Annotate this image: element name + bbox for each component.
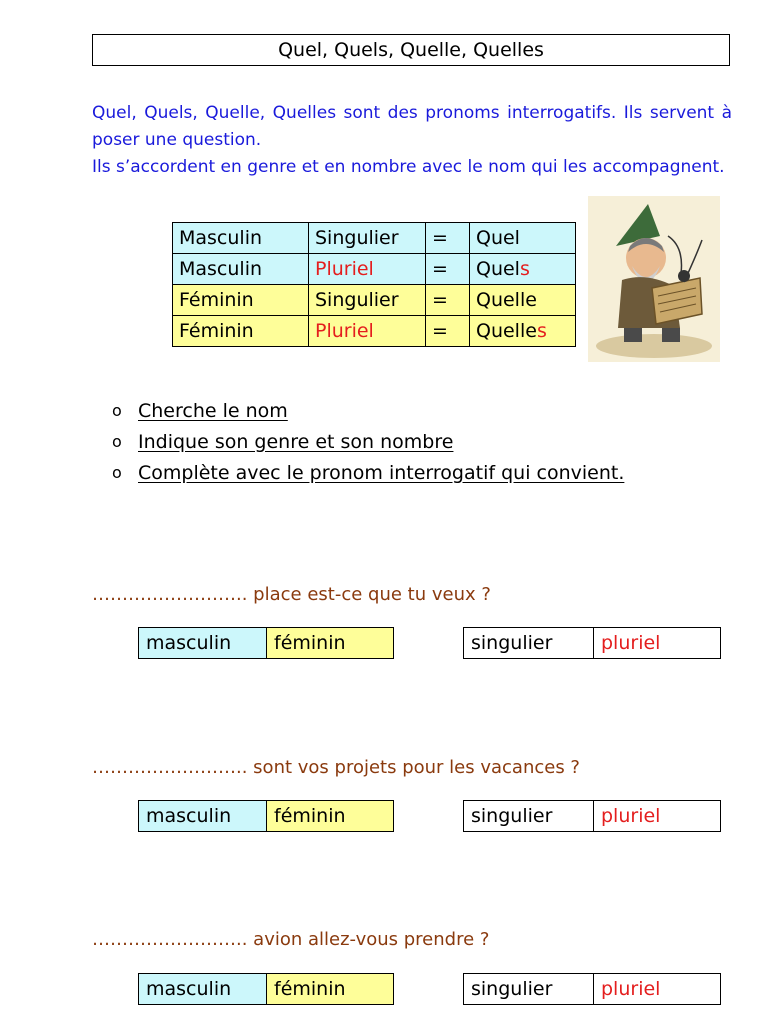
rule-genre: Masculin <box>173 223 309 254</box>
rule-pronoun <box>470 316 576 347</box>
worksheet-title <box>92 34 730 66</box>
rule-pronoun <box>470 285 576 316</box>
instruction-item <box>112 457 624 488</box>
singulier-option[interactable]: singulier <box>464 974 593 1004</box>
rule-row-feminin-singulier <box>173 285 576 316</box>
worksheet-title-text: Quel, Quels, Quelle, Quelles <box>278 39 544 61</box>
exercise-question-1 <box>92 584 491 605</box>
instruction-list <box>112 395 624 488</box>
instruction-item <box>112 395 624 426</box>
singulier-option[interactable]: singulier <box>464 801 593 831</box>
instruction-item <box>112 426 624 457</box>
pronoun-plural-suffix: s <box>519 258 530 280</box>
bullet-circle-icon: o <box>112 463 122 482</box>
rule-row-masculin-singulier <box>173 223 576 254</box>
question-text: sont vos projets pour les vacances ? <box>247 757 580 778</box>
rule-row-masculin-pluriel <box>173 254 576 285</box>
genre-choice-1 <box>138 627 394 659</box>
elf-illustration <box>588 196 720 362</box>
rule-nombre: Pluriel <box>309 254 426 285</box>
nombre-choice-1 <box>463 627 721 659</box>
rule-row-feminin-pluriel <box>173 316 576 347</box>
rule-genre: Féminin <box>173 316 309 347</box>
pluriel-option[interactable]: pluriel <box>593 801 720 831</box>
rule-equals: = <box>426 223 470 254</box>
genre-choice-2 <box>138 800 394 832</box>
intro-line-1: Quel, Quels, Quelle, Quelles sont des pronoms interrogatifs. Ils servent à poser une question. <box>92 103 732 150</box>
nombre-choice-2 <box>463 800 721 832</box>
rule-nombre: Singulier <box>309 223 426 254</box>
masculin-option[interactable]: masculin <box>139 628 266 658</box>
singulier-option[interactable]: singulier <box>464 628 593 658</box>
exercise-question-3 <box>92 929 489 950</box>
instruction-text: Indique son genre et son nombre <box>138 430 454 453</box>
rule-nombre: Pluriel <box>309 316 426 347</box>
intro-line-2: Ils s’accordent en genre et en nombre avec le nom qui les accompagnent. <box>92 157 725 177</box>
feminin-option[interactable]: féminin <box>266 801 393 831</box>
feminin-option[interactable]: féminin <box>266 628 393 658</box>
genre-choice-3 <box>138 973 394 1005</box>
rule-equals: = <box>426 316 470 347</box>
pluriel-option[interactable]: pluriel <box>593 974 720 1004</box>
bullet-circle-icon: o <box>112 432 122 451</box>
pronoun-base: Quelle <box>476 289 537 311</box>
rule-pronoun <box>470 223 576 254</box>
answer-blank[interactable]: …………………….. <box>92 584 248 605</box>
pronoun-base: Quelle <box>476 320 537 342</box>
exercise-question-2 <box>92 757 580 778</box>
rule-genre: Féminin <box>173 285 309 316</box>
nombre-choice-3 <box>463 973 721 1005</box>
pronoun-plural-suffix: s <box>536 320 547 342</box>
pronoun-base: Quel <box>476 258 520 280</box>
rule-equals: = <box>426 285 470 316</box>
rule-pronoun <box>470 254 576 285</box>
masculin-option[interactable]: masculin <box>139 801 266 831</box>
rule-genre: Masculin <box>173 254 309 285</box>
instruction-text: Complète avec le pronom interrogatif qui convient. <box>138 461 625 484</box>
bullet-circle-icon: o <box>112 401 122 420</box>
pluriel-option[interactable]: pluriel <box>593 628 720 658</box>
rule-equals: = <box>426 254 470 285</box>
answer-blank[interactable]: …………………….. <box>92 757 248 778</box>
instruction-text: Cherche le nom <box>138 399 288 422</box>
masculin-option[interactable]: masculin <box>139 974 266 1004</box>
question-text: avion allez-vous prendre ? <box>247 929 490 950</box>
elf-reading-icon <box>588 196 720 362</box>
intro-paragraph <box>92 100 732 181</box>
agreement-rule-table <box>172 222 576 347</box>
rule-nombre: Singulier <box>309 285 426 316</box>
feminin-option[interactable]: féminin <box>266 974 393 1004</box>
answer-blank[interactable]: …………………….. <box>92 929 248 950</box>
pronoun-base: Quel <box>476 227 520 249</box>
question-text: place est-ce que tu veux ? <box>247 584 491 605</box>
